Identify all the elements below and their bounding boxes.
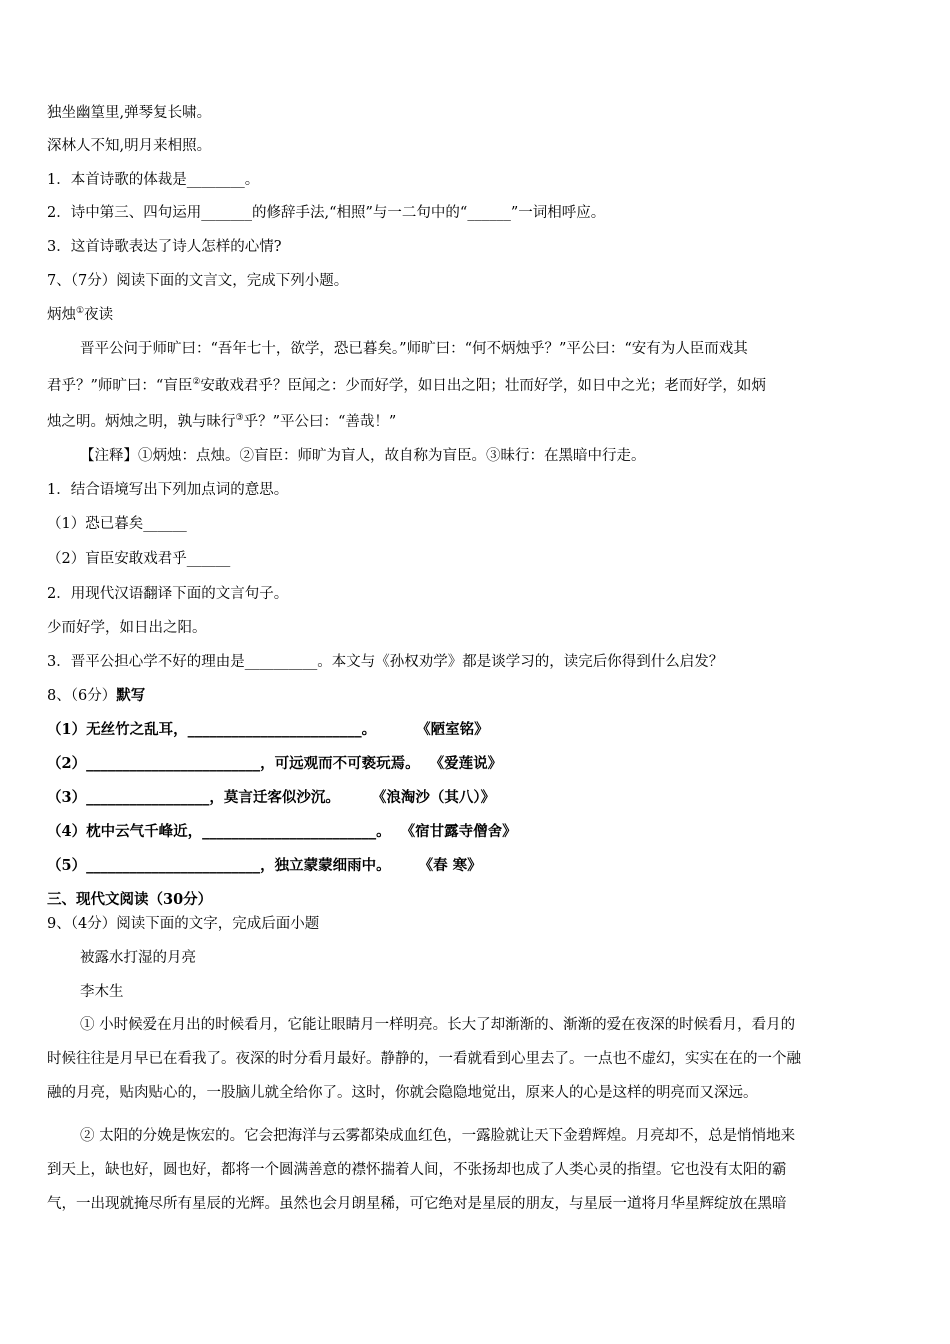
section-3-title: 三、现代文阅读（30分） (47, 891, 213, 908)
article-paragraph-2-line-1: ② 太阳的分娩是恢宏的。它会把海洋与云雾都染成血红色，一露脸就让天下金碧辉煌。月亮却不，总是悄悄地来 (80, 1128, 796, 1144)
q7-paragraph-line-2: 君乎？”师旷曰：“盲臣②安敢戏君乎？臣闻之：少而好学，如日出之阳；壮而好学，如日中之光；老而好学，如炳 (47, 377, 766, 394)
article-paragraph-1-line-2: 时候往往是月早已在看我了。夜深的时分看月最好。静静的，一看就看到心里去了。一点也不虚幻，实实在在的一个融 (47, 1051, 801, 1067)
q7-header: 7、（7分）阅读下面的文言文，完成下列小题。 (47, 273, 349, 289)
q7-sub-question-2: 2．用现代汉语翻译下面的文言句子。 (47, 586, 289, 602)
q7-sub-question-3: 3．晋平公担心学不好的理由是__________。本文与《孙权劝学》都是谈学习的，读完后你得到什么启发？ (47, 654, 724, 670)
q9-header: 9、（4分）阅读下面的文字，完成后面小题 (47, 916, 320, 932)
q7-sub-question-1b: （2）盲臣安敢戏君乎______ (47, 551, 231, 567)
q7-note: 【注释】①炳烛：点烛。②盲臣：师旷为盲人，故自称为盲臣。③昧行：在黑暗中行走。 (80, 448, 646, 464)
article-paragraph-1-line-3: 融的月亮，贴肉贴心的，一股脑儿就全给你了。这时，你就会隐隐地觉出，原来人的心是这样的明亮而又深远。 (47, 1085, 758, 1101)
poem-question-2: 2．诗中第三、四句运用_______的修辞手法,“相照”与一二句中的“______”一词相呼应。 (47, 205, 606, 221)
article-author: 李木生 (80, 984, 124, 1000)
poem-line-1: 独坐幽篁里,弹琴复长啸。 (47, 105, 212, 121)
poem-question-3: 3．这首诗歌表达了诗人怎样的心情? (47, 239, 282, 255)
poem-line-2: 深林人不知,明月来相照。 (47, 138, 212, 154)
q8-item-2: （2）________________________，可远观而不可亵玩焉。 《爱莲说》 (47, 755, 503, 772)
q8-header: 8、（6分）默写 (47, 687, 146, 704)
q7-sub-question-1: 1．结合语境写出下列加点词的意思。 (47, 482, 289, 498)
q7-sub-question-2-sentence: 少而好学，如日出之阳。 (47, 620, 207, 636)
article-paragraph-2-line-3: 气，一出现就掩尽所有星辰的光辉。虽然也会月朗星稀，可它绝对是星辰的朋友，与星辰一道将月华星辉绽放在黑暗 (47, 1196, 787, 1212)
q7-title: 炳烛①夜读 (47, 306, 114, 323)
article-paragraph-1-line-1: ① 小时候爱在月出的时候看月，它能让眼睛月一样明亮。长大了却渐渐的、渐渐的爱在夜深的时候看月，看月的 (80, 1017, 796, 1033)
q8-item-5: （5）________________________，独立蒙蒙细雨中。 《春 寒》 (47, 857, 482, 874)
article-paragraph-2-line-2: 到天上，缺也好，圆也好，都将一个圆满善意的襟怀揣着人间，不张扬却也成了人类心灵的指望。它也没有太阳的霸 (47, 1162, 787, 1178)
q8-item-4: （4）枕中云气千峰近，________________________。 《宿甘露寺僧舍》 (47, 823, 517, 840)
q7-paragraph-line-3: 烛之明。炳烛之明，孰与昧行③乎？”平公曰：“善哉！” (47, 413, 397, 430)
poem-question-1: 1．本首诗歌的体裁是________。 (47, 172, 260, 188)
q8-item-1: （1）无丝竹之乱耳，________________________。 《陋室铭》 (47, 721, 489, 738)
q8-item-3: （3）_________________，莫言迁客似沙沉。 《浪淘沙（其八）》 (47, 789, 496, 806)
q7-sub-question-1a: （1）恐已暮矣______ (47, 516, 187, 532)
q7-paragraph-line-1: 晋平公问于师旷曰：“吾年七十，欲学，恐已暮矣。”师旷曰：“何不炳烛乎？”平公曰：“安有为人臣而戏其 (80, 341, 748, 357)
article-title: 被露水打湿的月亮 (80, 950, 196, 966)
